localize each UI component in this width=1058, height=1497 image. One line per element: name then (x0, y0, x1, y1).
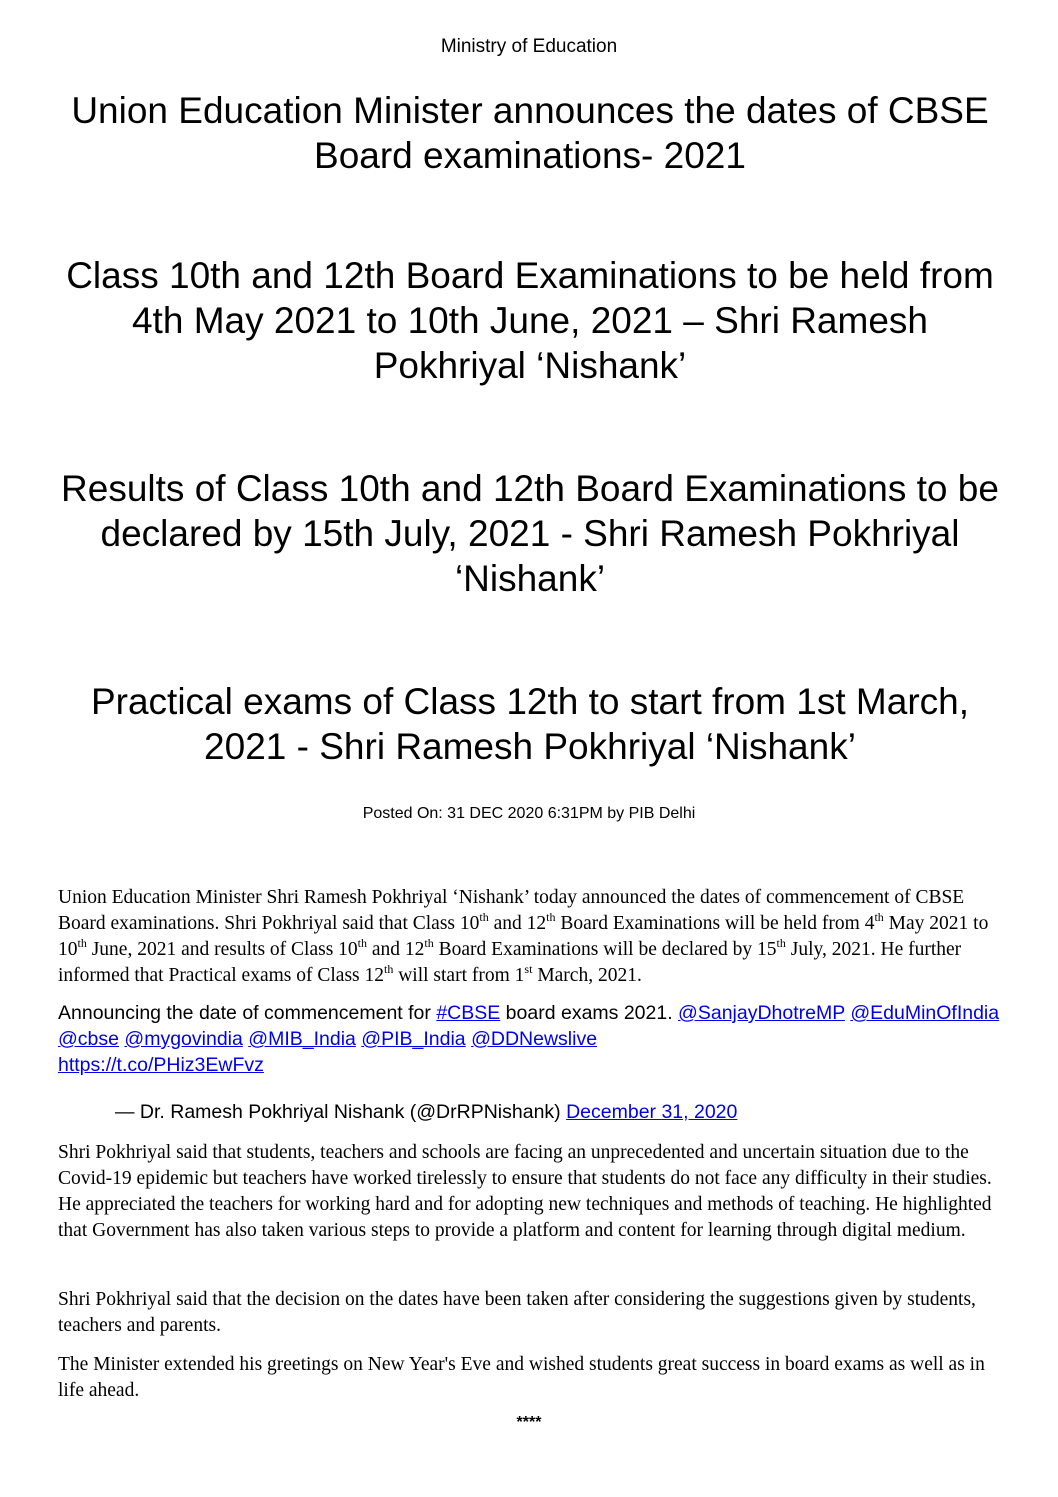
tweet-url-link[interactable]: https://t.co/PHiz3EwFvz (58, 1054, 264, 1076)
headline-main: Union Education Minister announces the dates of CBSE Board examinations- 2021 (71, 90, 989, 176)
mention-link[interactable]: @DDNewslive (471, 1028, 598, 1050)
body-paragraph-greetings: The Minister extended his greetings on New Year's Eve and wished students great success in board exams as well as in life ahead. (58, 1354, 985, 1401)
intro-paragraph: Union Education Minister Shri Ramesh Pokhriyal ‘Nishank’ today announced the dates of commencement of CBSE Board examinations. Shri Pokhriyal said that Class 10th and 12th Board Examinations will be held from 4th May 2021 to 10th June, 2021 and results of Class 10th and 12th Board Examinations will be declared by 15th July, 2021. He further informed that Practical exams of Class 12th will start from 1st March, 2021. (58, 887, 989, 986)
headline-practical-exams: Practical exams of Class 12th to start from 1st March, 2021 - Shri Ramesh Pokhriyal ‘Nishank’ (90, 681, 969, 767)
posted-on: Posted On: 31 DEC 2020 6:31PM by PIB Delhi (362, 805, 696, 822)
end-marker: **** (516, 1414, 542, 1431)
ministry-header: Ministry of Education (440, 36, 618, 57)
headline-results-date: Results of Class 10th and 12th Board Examinations to be declared by 15th July, 2021 - Shri Ramesh Pokhriyal ‘Nishank’ (61, 468, 999, 599)
mention-link[interactable]: @SanjayDhotreMP (678, 1002, 845, 1024)
tweet-attribution: — Dr. Ramesh Pokhriyal Nishank (@DrRPNishank) December 31, 2020 (115, 1101, 738, 1123)
hashtag-link[interactable]: #CBSE (436, 1002, 501, 1024)
mention-link[interactable]: @cbse (58, 1028, 119, 1050)
body-paragraph-decision: Shri Pokhriyal said that the decision on the dates have been taken after considering the suggestions given by students, teachers and parents. (58, 1289, 976, 1336)
headline-exam-dates: Class 10th and 12th Board Examinations to be held from 4th May 2021 to 10th June, 2021 – Shri Ramesh Pokhriyal ‘Nishank’ (66, 255, 994, 386)
mention-link[interactable]: @PIB_India (361, 1028, 466, 1050)
tweet-date-link[interactable]: December 31, 2020 (566, 1101, 738, 1123)
mention-link[interactable]: @mygovindia (124, 1028, 243, 1050)
mention-link[interactable]: @EduMinOfIndia (850, 1002, 1000, 1024)
body-paragraph-covid: Shri Pokhriyal said that students, teachers and schools are facing an unprecedented and uncertain situation due to the Covid-19 epidemic but teachers have worked tirelessly to ensure that students do not face any difficulty in their studies. He appreciated the teachers for working hard and for adopting new techniques and methods of teaching. He highlighted that Government has also taken various steps to provide a platform and content for learning through digital medium. (58, 1142, 992, 1241)
embedded-tweet: Announcing the date of commencement for #CBSE board exams 2021. @SanjayDhotreMP @EduMinOfIndia @cbse @mygovindia @MIB_India @PIB_India @DDNewslive https://t.co/PHiz3EwFvz (58, 1002, 1000, 1076)
mention-link[interactable]: @MIB_India (248, 1028, 356, 1050)
